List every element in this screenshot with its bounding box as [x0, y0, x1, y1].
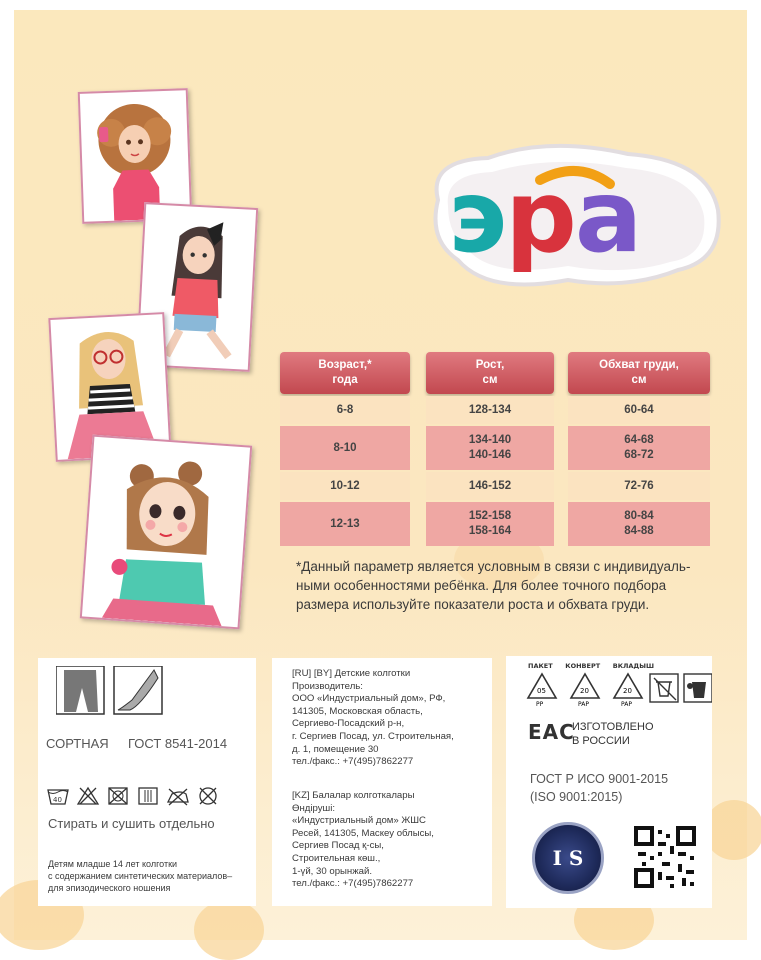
- text-line: ООО «Индустриальный дом», РФ,: [292, 693, 446, 705]
- text-line: д. 1, помещение 30: [292, 743, 379, 755]
- recycle-labels: [528, 662, 654, 670]
- gost-label: ГОСТ 8541-2014: [128, 736, 228, 751]
- text-line: Сергиево-Посадский р-н,: [292, 718, 405, 730]
- warning-line: для эпизодического ношения: [48, 883, 171, 893]
- age-cell: 6-8: [280, 396, 410, 424]
- chest-cell: 80-84 84-88: [568, 502, 710, 546]
- size-footnote: [296, 557, 726, 614]
- warning-line: с содержанием синтетических материалов–: [48, 871, 233, 881]
- recycle-pap-icon: [571, 674, 599, 708]
- trash-bin-icon: [684, 674, 712, 702]
- text-line: 141305, Московская область,: [292, 705, 423, 717]
- svg-text:40: 40: [53, 796, 62, 804]
- table-row: [280, 472, 710, 500]
- size-table-header: [280, 352, 710, 394]
- flower-decoration: [194, 900, 264, 960]
- no-bleach-icon: [76, 786, 100, 806]
- svg-text:PAP: PAP: [621, 701, 632, 708]
- height-cell: 146-152: [426, 472, 554, 500]
- stocking-leg-icon: [114, 666, 162, 714]
- chest-cell: 64-68 68-72: [568, 426, 710, 470]
- text-line: Өндіруші:: [292, 802, 336, 814]
- chest-cell: 60-64: [568, 396, 710, 424]
- age-cell: 8-10: [280, 426, 410, 470]
- text-line: Сергиев Посад қ-сы,: [292, 840, 384, 852]
- no-tumble-dry-icon: [106, 786, 130, 806]
- chest-cell: 72-76: [568, 472, 710, 500]
- header-height: Рост, см: [426, 352, 554, 394]
- no-food-contact-icon: [650, 674, 678, 702]
- manufacturer-kz: [292, 790, 434, 891]
- drip-dry-icon: [136, 786, 160, 806]
- svg-text:PP: PP: [536, 701, 544, 708]
- footnote-line: ными особенностями ребёнка. Для более точного подбора: [296, 578, 667, 593]
- text-line: [KZ] Балалар колготкалары: [292, 790, 415, 801]
- certification-seal: [532, 822, 604, 894]
- svg-text:20: 20: [623, 687, 632, 695]
- recycle-label: ПАКЕТ: [528, 662, 553, 670]
- text-line: тел./факс.: +7(495)7862277: [292, 756, 414, 768]
- iso-line: ГОСТ Р ИСО 9001-2015: [530, 772, 669, 786]
- wash-instruction: Стирать и сушить отдельно: [48, 816, 215, 831]
- manufacturer-ru: [292, 668, 454, 769]
- era-logo: [428, 140, 724, 300]
- made-in-line: В РОССИИ: [572, 735, 630, 747]
- footnote-line: размера используйте показатели роста и обхвата груди.: [296, 597, 650, 612]
- header-chest: Обхват груди, см: [568, 352, 710, 394]
- text-line: тел./факс.: +7(495)7862277: [292, 878, 414, 890]
- recycle-label: КОНВЕРТ: [565, 662, 601, 670]
- recycle-pp-icon: [528, 674, 556, 708]
- height-cell: 134-140 140-146: [426, 426, 554, 470]
- table-row: [280, 426, 710, 470]
- text-line: г. Сергиев Посад, ул. Строительная,: [292, 730, 454, 742]
- iso-standard: [530, 770, 668, 806]
- wash-40-icon: [46, 786, 70, 806]
- made-in-russia: [572, 720, 654, 748]
- qr-code-icon: [634, 826, 696, 888]
- girl-illustration-card: [80, 435, 252, 630]
- height-cell: 128-134: [426, 396, 554, 424]
- curly-girl-illustration: [80, 90, 190, 222]
- certification-panel: [506, 656, 712, 908]
- age-cell: 10-12: [280, 472, 410, 500]
- warning-line: Детям младше 14 лет колготки: [48, 859, 178, 869]
- child-warning: [48, 858, 232, 894]
- manufacturer-panel: [272, 658, 492, 906]
- text-line: Ресей, 141305, Маскеу облысы,: [292, 827, 434, 839]
- height-cell: 152-158 158-164: [426, 502, 554, 546]
- text-line: Производитель:: [292, 680, 363, 692]
- tights-icon: [56, 666, 104, 714]
- recycle-symbols: [526, 672, 712, 708]
- seal-letters: I S: [552, 846, 584, 870]
- era-logo-text: эра: [448, 158, 641, 275]
- flower-decoration: [704, 800, 761, 860]
- recycle-label: ВКЛАДЫШ: [612, 662, 654, 670]
- age-cell: 12-13: [280, 502, 410, 546]
- text-line: [RU] [BY] Детские колготки: [292, 668, 411, 679]
- no-dry-clean-icon: [196, 786, 220, 806]
- svg-text:PAP: PAP: [578, 701, 589, 708]
- svg-text:20: 20: [580, 687, 589, 695]
- eac-mark: EAC: [528, 720, 575, 744]
- text-line: «Индустриальный дом» ЖШС: [292, 815, 426, 827]
- svg-text:05: 05: [537, 687, 546, 695]
- no-iron-icon: [166, 786, 190, 806]
- care-panel: [38, 658, 256, 906]
- iso-line: (ISO 9001:2015): [530, 790, 623, 804]
- care-symbols: [46, 786, 220, 806]
- text-line: Строительная көш.,: [292, 852, 381, 864]
- table-row: [280, 502, 710, 546]
- recycle-pap-icon: [614, 674, 642, 708]
- bun-girl-illustration: [82, 437, 250, 627]
- table-row: [280, 396, 710, 424]
- tights-icons: [56, 666, 164, 718]
- header-age: Возраст,* года: [280, 352, 410, 394]
- footnote-line: *Данный параметр является условным в связи с индивидуаль-: [296, 559, 691, 574]
- grade-label: СОРТНАЯ: [46, 736, 109, 751]
- text-line: 1-үй, 30 орынжай.: [292, 865, 372, 877]
- made-in-line: ИЗГОТОВЛЕНО: [572, 721, 654, 733]
